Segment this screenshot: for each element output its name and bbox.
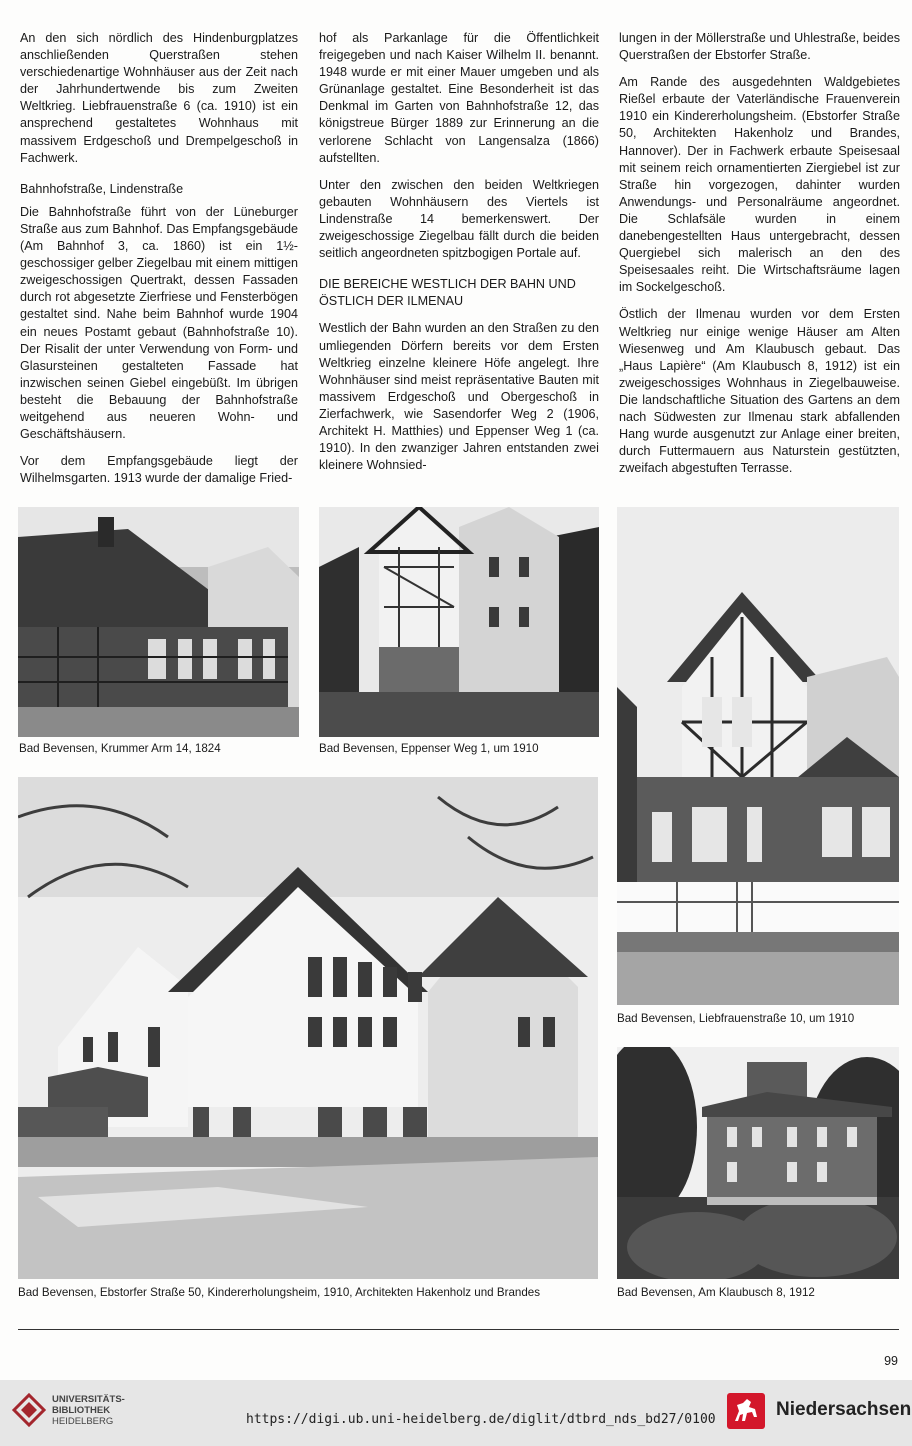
paragraph: Östlich der Ilmenau wurden vor dem Ersten Weltkrieg nur einige wenige Häuser am Alten Wiesenweg und Am Klaubusch gebaut. Das „Haus Lapière“ (Am Klaubusch 8, 1912) ist ein zweigeschossiges Wohnhaus in Ziegelbauweise. Die landschaftliche Situation des Gartens an dem nach Südwesten zur Ilmenau stark abfallenden Hang wurde ausgenutzt zur Anlage einer breiten, durch Futtermauern aus Naturstein gestützten, zweifach abgestuften Terrasse. <box>619 307 900 476</box>
paragraph: Die Bahnhofstraße führt von der Lüneburger Straße aus zum Bahnhof. Das Empfangsgebäude (Am Bahnhof 3, ca. 1860) ist ein 1½-geschossiger gelber Ziegelbau mit einem mittigen zweigeschossigen Quertrakt, dessen Fassaden durch rot abgesetzte Zierfriese und Fensterbögen gestaltet sind. Nahe beim Bahnhof wurde 1904 ein neues Postamt gebaut (Bahnhofstraße 10). Der Risalit der unter Verwendung von Form- und Glasursteinen gestalteten Fassade hat inzwischen seinen Giebel eingebüßt. Im übrigen besteht die Bebauung der Bahnhofstraße weitgehend aus neueren Wohn- und Geschäftshäusern. <box>20 204 298 442</box>
caption-liebfrauenstrasse: Bad Bevensen, Liebfrauenstraße 10, um 1910 <box>617 1012 855 1025</box>
caption-am-klaubusch: Bad Bevensen, Am Klaubusch 8, 1912 <box>617 1286 815 1299</box>
permalink-url[interactable]: https://digi.ub.uni-heidelberg.de/diglit/dtbrd_nds_bd27/0100 <box>246 1412 716 1427</box>
paragraph: Vor dem Empfangsgebäude liegt der Wilhelmsgarten. 1913 wurde der damalige Fried- <box>20 454 298 486</box>
caption-ebstorfer-strasse: Bad Bevensen, Ebstorfer Straße 50, Kindererholungsheim, 1910, Architekten Hakenholz und Brandes <box>18 1286 541 1299</box>
library-name <box>52 1394 125 1427</box>
page-number: 99 <box>884 1354 898 1368</box>
section-heading: DIE BEREICHE WESTLICH DER BAHN UND ÖSTLICH DER ILMENAU <box>319 277 576 309</box>
paragraph: lungen in der Möllerstraße und Uhlestraße, beides Querstraßen der Ebstorfer Straße. <box>619 31 900 63</box>
paragraph: An den sich nördlich des Hindenburgplatzes anschließenden Querstraßen stehen verschiedenartige Wohnhäuser aus der Zeit nach der Jahrhundertwende bis zum Zweiten Weltkrieg. Liebfrauenstraße 6 (ca. 1910) ist ein ansprechend gestaltetes Wohnhaus mit massivem Erdgeschoß und Drempelgeschoß in Fachwerk. <box>20 31 298 165</box>
caption-krummer-arm: Bad Bevensen, Krummer Arm 14, 1824 <box>19 742 221 755</box>
library-line-1: UNIVERSITÄTS- <box>52 1394 125 1405</box>
paragraph: hof als Parkanlage für die Öffentlichkeit freigegeben und nach Kaiser Wilhelm II. benannt. 1948 wurde er mit einer Mauer umgeben und als Grünanlage gestaltet. Eine Besonderheit ist das Denkmal im Garten von Bahnhofstraße 12, das königstreue Bürger 1889 zur Erinnerung an die verlorene Schlacht von Langensalza (1866) aufstellten. <box>319 31 599 165</box>
photo-eppenser-weg <box>319 507 599 737</box>
state-name: Niedersachsen <box>776 1399 912 1420</box>
photo-ebstorfer-strasse <box>18 777 598 1279</box>
paragraph: Am Rande des ausgedehnten Waldgebietes Rießel erbaute der Vaterländische Frauenverein 1910 ein Kindererholungsheim. (Ebstorfer Straße 50, Architekten Hakenholz und Brandes, Hannover). Der in Fachwerk erbaute Speisesaal mit seinem reich ornamentierten Ziergiebel ist zur Straße hin vorgezogen, dahinter wurden Anwendungs- und Personalräume angeordnet. Die Schlafsäle wurden in einem danebengestellten Haus untergebracht, dessen Quergiebel sich malerisch an den des Speisesaales reiht. Die Wirtschaftsräume lagen im Sockelgeschoß. <box>619 75 900 295</box>
photo-am-klaubusch <box>617 1047 899 1279</box>
paragraph: Unter den zwischen den beiden Weltkriegen gebauten Wohnhäusern des Viertels ist Lindenstraße 14 bemerkenswert. Der zweigeschossige Ziegelbau fällt durch die beiden seitlich angeordneten spitzbogigen Portale auf. <box>319 177 599 261</box>
niedersachsen-horse-icon <box>727 1393 765 1429</box>
library-line-2: BIBLIOTHEK <box>52 1405 111 1416</box>
photo-liebfrauenstrasse <box>617 507 899 1005</box>
text-column-3 <box>619 30 900 487</box>
section-heading: Bahnhofstraße, Lindenstraße <box>20 181 184 196</box>
text-column-1 <box>20 30 298 497</box>
photo-krummer-arm <box>18 507 299 737</box>
text-column-2 <box>319 30 599 484</box>
library-line-3: HEIDELBERG <box>52 1416 114 1427</box>
ub-heidelberg-logo-icon[interactable] <box>12 1390 46 1430</box>
paragraph: Westlich der Bahn wurden an den Straßen zu den umliegenden Dörfern bereits vor dem Ersten Weltkrieg einzelne kleinere Höfe angelegt. Ihre Wohnhäuser sind meist repräsentative Bauten mit massivem Erdgeschoß und Obergeschoß in Zierfachwerk, wie Sasendorfer Weg 2 (1906, Architekt H. Matthies) und Eppenser Weg 1 (ca. 1910). In den zwanziger Jahren entstanden zwei kleinere Wohnsied- <box>319 321 599 473</box>
footer-bar <box>0 1380 912 1446</box>
caption-eppenser-weg: Bad Bevensen, Eppenser Weg 1, um 1910 <box>319 742 539 755</box>
bottom-rule <box>18 1329 899 1330</box>
